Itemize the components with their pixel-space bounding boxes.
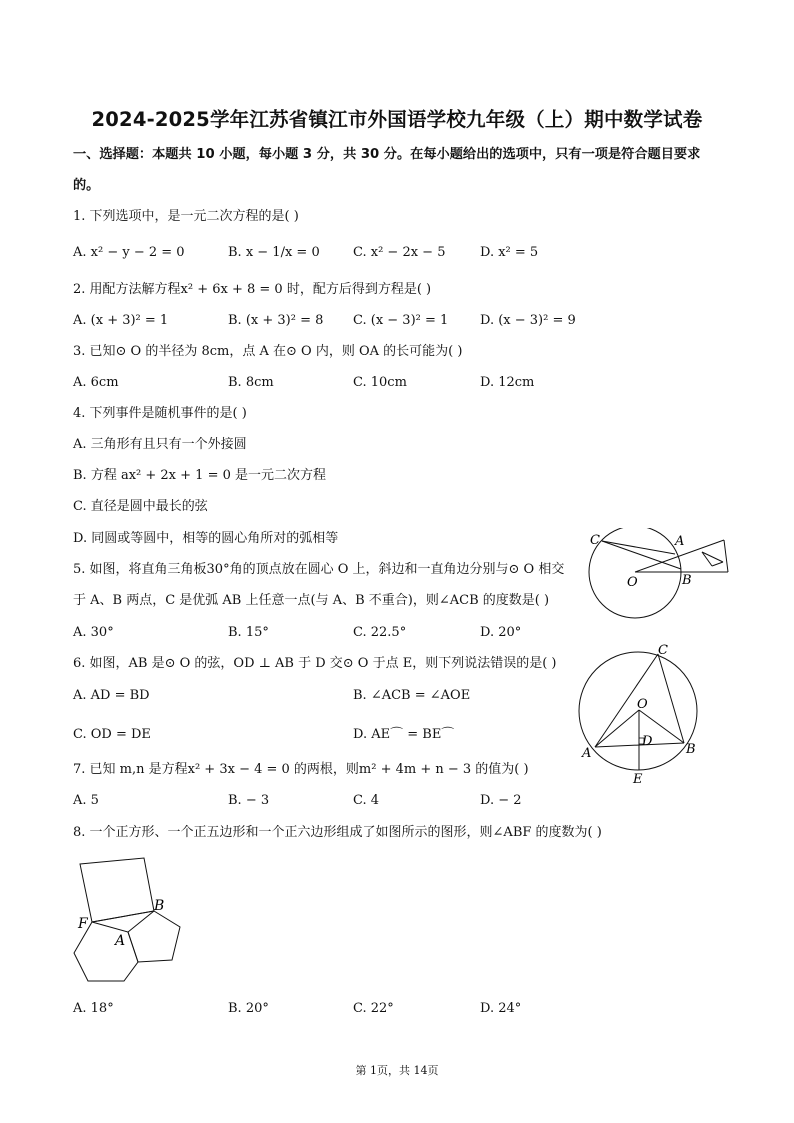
question-2-option-b: B. (x + 3)² = 8: [228, 313, 324, 328]
fig6-label-e: E: [633, 772, 643, 787]
question-5-stem-line1: 5. 如图，将直角三角板30°角的顶点放在圆心 O 上，斜边和一直角边分别与⊙ O 相交: [73, 562, 565, 577]
question-8-figure: [66, 850, 186, 985]
page-footer: 第 1页，共 14页: [355, 1064, 439, 1077]
question-7-option-d: D. − 2: [480, 793, 522, 808]
question-8-stem: 8. 一个正方形、一个正五边形和一个正六边形组成了如图所示的图形，则∠ABF 的度数为( ): [73, 825, 602, 840]
fig6-label-c: C: [658, 643, 668, 658]
question-6-option-b: B. ∠ACB = ∠AOE: [353, 688, 471, 703]
fig6-label-o: O: [637, 697, 648, 712]
question-4-option-b: B. 方程 ax² + 2x + 1 = 0 是一元二次方程: [73, 468, 326, 483]
question-4-stem: 4. 下列事件是随机事件的是( ): [73, 406, 247, 421]
question-8-option-b: B. 20°: [228, 1001, 269, 1016]
question-5-option-a: A. 30°: [73, 625, 114, 640]
question-3-stem: 3. 已知⊙ O 的半径为 8cm，点 A 在⊙ O 内，则 OA 的长可能为( ): [73, 344, 463, 359]
question-2-stem: 2. 用配方法解方程x² + 6x + 8 = 0 时，配方后得到方程是( ): [73, 282, 432, 297]
question-7-stem: 7. 已知 m,n 是方程x² + 3x − 4 = 0 的两根，则m² + 4m + n − 3 的值为( ): [73, 762, 529, 777]
question-2-option-a: A. (x + 3)² = 1: [73, 313, 169, 328]
question-6-figure: [576, 640, 706, 788]
question-3-option-b: B. 8cm: [228, 375, 274, 390]
question-5-option-b: B. 15°: [228, 625, 269, 640]
question-1-stem: 1. 下列选项中，是一元二次方程的是( ): [73, 209, 299, 224]
question-8-option-c: C. 22°: [353, 1001, 394, 1016]
question-1-option-d: D. x² = 5: [480, 245, 539, 260]
question-2-option-d: D. (x − 3)² = 9: [480, 313, 576, 328]
fig6-label-a: A: [582, 746, 592, 761]
question-3-option-d: D. 12cm: [480, 375, 535, 390]
question-1-option-b: B. x − 1/x = 0: [228, 245, 320, 260]
question-6-option-c: C. OD = DE: [73, 727, 151, 742]
fig5-label-a: A: [675, 534, 685, 549]
question-5-option-c: C. 22.5°: [353, 625, 407, 640]
section-instructions-line2: 的。: [73, 178, 100, 193]
question-4-option-d: D. 同圆或等圆中，相等的圆心角所对的弧相等: [73, 531, 339, 546]
question-4-option-a: A. 三角形有且只有一个外接圆: [73, 437, 247, 452]
question-6-stem: 6. 如图，AB 是⊙ O 的弦，OD ⊥ AB 于 D 交⊙ O 于点 E，则下列说法错误的是( ): [73, 656, 557, 671]
question-7-option-a: A. 5: [73, 793, 99, 808]
fig5-label-c: C: [590, 533, 600, 548]
question-8-option-a: A. 18°: [73, 1001, 114, 1016]
question-4-option-c: C. 直径是圆中最长的弦: [73, 499, 208, 514]
question-3-option-c: C. 10cm: [353, 375, 407, 390]
page-title: 2024-2025学年江苏省镇江市外国语学校九年级（上）期中数学试卷: [91, 108, 703, 131]
question-5-figure: [582, 528, 732, 620]
question-5-stem-line2: 于 A、B 两点，C 是优弧 AB 上任意一点(与 A、B 不重合)，则∠ACB 的度数是( ): [73, 593, 550, 608]
question-1-option-c: C. x² − 2x − 5: [353, 245, 446, 260]
question-6-option-d: D. AE⌒ = BE⌒: [353, 727, 455, 742]
fig8-label-f: F: [78, 916, 88, 932]
question-1-option-a: A. x² − y − 2 = 0: [73, 245, 185, 260]
section-instructions-line1: 一、选择题：本题共 10 小题，每小题 3 分，共 30 分。在每小题给出的选项中，只有一项是符合题目要求: [73, 147, 701, 162]
fig5-label-b: B: [682, 573, 692, 588]
question-7-option-c: C. 4: [353, 793, 380, 808]
question-2-option-c: C. (x − 3)² = 1: [353, 313, 449, 328]
question-7-option-b: B. − 3: [228, 793, 270, 808]
question-3-option-a: A. 6cm: [73, 375, 119, 390]
fig8-label-b: B: [154, 898, 165, 914]
question-6-option-a: A. AD = BD: [73, 688, 150, 703]
fig8-label-a: A: [115, 933, 126, 949]
fig6-label-d: D: [642, 734, 653, 749]
fig6-label-b: B: [686, 742, 696, 757]
question-5-option-d: D. 20°: [480, 625, 522, 640]
fig5-label-o: O: [627, 575, 638, 590]
question-8-option-d: D. 24°: [480, 1001, 522, 1016]
